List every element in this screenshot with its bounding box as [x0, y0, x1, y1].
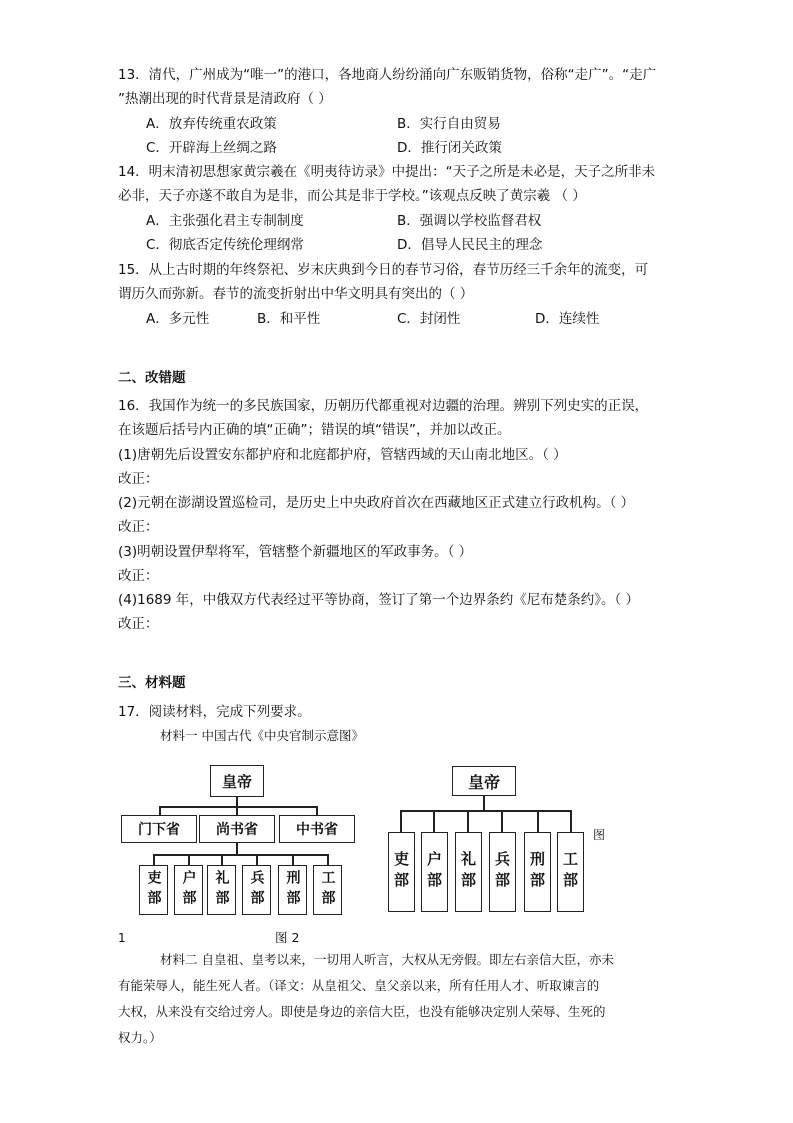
- fig1-connector: [153, 854, 327, 856]
- q15-stem-line1: 15．从上古时期的年终祭祀、岁末庆典到今日的春节习俗，春节历经三千余年的流变，可: [118, 262, 649, 278]
- material-2-line4: 权力。）: [118, 1030, 162, 1045]
- fig2-connector: [400, 810, 571, 812]
- q14-stem-line2: 必非，天子亦遂不敢自为是非，而公其是非于学校。”该观点反映了黄宗羲 （ ）: [118, 188, 586, 204]
- fig2-ministry-box: 兵部: [489, 832, 516, 912]
- fig1-emperor-box: 皇帝: [210, 765, 264, 797]
- q13-stem-line2: ”热潮出现的时代背景是清政府（ ）: [118, 91, 332, 107]
- fig1-department-box: 门下省: [121, 815, 197, 843]
- fig2-ministry-box: 户部: [421, 832, 448, 912]
- q16-statement-4: (4)1689 年，中俄双方代表经过平等协商，签订了第一个边界条约《尼布楚条约》。（ ）: [118, 592, 640, 608]
- fig2-connector: [433, 810, 435, 833]
- fig2-connector: [467, 810, 469, 833]
- material-2-line2: 有能荣辱人，能生死人者。（译文：从皇祖父、皇父亲以来，所有任用人才、听取谏言的: [118, 978, 600, 993]
- fig2-ministry-box: 礼部: [455, 832, 482, 912]
- fig2-connector: [483, 796, 485, 811]
- figure-2-label: 图 2: [275, 930, 300, 945]
- fig1-ministry-box: 吏部: [139, 865, 168, 915]
- fig2-connector: [400, 810, 402, 833]
- q16-fix-4: 改正：: [118, 616, 159, 632]
- q16-fix-1: 改正：: [118, 471, 159, 487]
- q16-stem-line1: 16．我国作为统一的多民族国家，历朝历代都重视对边疆的治理。辨别下列史实的正误，: [118, 398, 649, 414]
- fig1-ministry-box: 礼部: [207, 865, 236, 915]
- fig1-connector: [159, 806, 317, 808]
- q15-option-d: D．连续性: [535, 311, 600, 327]
- q14-option-b: B．强调以学校监督君权: [397, 213, 542, 229]
- fig1-ministry-box: 户部: [174, 865, 203, 915]
- material-2-line3: 大权，从来没有交给过旁人。即使是身边的亲信大臣，也没有能够决定别人荣辱、生死的: [118, 1004, 606, 1019]
- q14-option-c: C．彻底否定传统伦理纲常: [146, 237, 304, 253]
- fig2-connector: [537, 810, 539, 833]
- section-heading-material: 三、材料题: [118, 675, 186, 691]
- fig2-connector: [501, 810, 503, 833]
- fig2-ministry-box: 吏部: [388, 832, 415, 912]
- q15-option-b: B．和平性: [257, 311, 321, 327]
- q17-intro: 17．阅读材料，完成下列要求。: [118, 704, 311, 720]
- q14-option-d: D．倡导人民民主的理念: [397, 237, 543, 253]
- fig2-ministry-box: 工部: [557, 832, 584, 912]
- q16-fix-2: 改正：: [118, 519, 159, 535]
- q16-statement-3: (3)明朝设置伊犁将军，管辖整个新疆地区的军政事务。（ ）: [118, 544, 473, 560]
- q15-option-a: A．多元性: [146, 311, 210, 327]
- q16-fix-3: 改正：: [118, 568, 159, 584]
- q16-statement-1: (1)唐朝先后设置安东都护府和北庭都护府，管辖西域的天山南北地区。（ ）: [118, 447, 567, 463]
- fig1-department-box: 尚书省: [199, 815, 275, 843]
- fig2-emperor-box: 皇帝: [452, 766, 516, 796]
- q13-option-b: B．实行自由贸易: [397, 116, 501, 132]
- fig1-ministry-box: 刑部: [278, 865, 307, 915]
- figure-1-label: 1: [118, 931, 126, 945]
- fig2-ministry-box: 刑部: [524, 832, 551, 912]
- q16-statement-2: (2)元朝在澎湖设置巡检司，是历史上中央政府首次在西藏地区正式建立行政机构。（ ）: [118, 495, 635, 511]
- fig1-ministry-box: 工部: [313, 865, 342, 915]
- q15-option-c: C．封闭性: [397, 311, 461, 327]
- q13-option-d: D．推行闭关政策: [397, 140, 502, 156]
- fig1-department-box: 中书省: [279, 815, 355, 843]
- q13-stem-line1: 13．清代，广州成为“唯一”的港口，各地商人纷纷涌向广东贩销货物，俗称“走广”。“走广: [118, 67, 657, 83]
- section-heading-correction: 二、改错题: [118, 370, 186, 386]
- fig1-ministry-box: 兵部: [242, 865, 271, 915]
- material-2-line1: 材料二 自皇祖、皇考以来，一切用人听言，大权从无旁假。即左右亲信大臣，亦未: [160, 952, 614, 967]
- material-1-caption: 材料一 中国古代《中央官制示意图》: [160, 728, 364, 743]
- fig2-connector: [570, 810, 572, 833]
- figure-side-label: 图: [593, 828, 606, 842]
- q14-stem-line1: 14．明末清初思想家黄宗羲在《明夷待访录》中提出：“天子之所是未必是，天子之所非未: [118, 164, 656, 180]
- q15-stem-line2: 谓历久而弥新。春节的流变折射出中华文明具有突出的（ ）: [118, 286, 474, 302]
- q14-option-a: A．主张强化君主专制制度: [146, 213, 304, 229]
- q13-option-a: A．放弃传统重农政策: [146, 116, 277, 132]
- q13-option-c: C．开辟海上丝绸之路: [146, 140, 277, 156]
- q16-stem-line2: 在该题后括号内正确的填“正确”；错误的填“错误”，并加以改正。: [118, 422, 511, 438]
